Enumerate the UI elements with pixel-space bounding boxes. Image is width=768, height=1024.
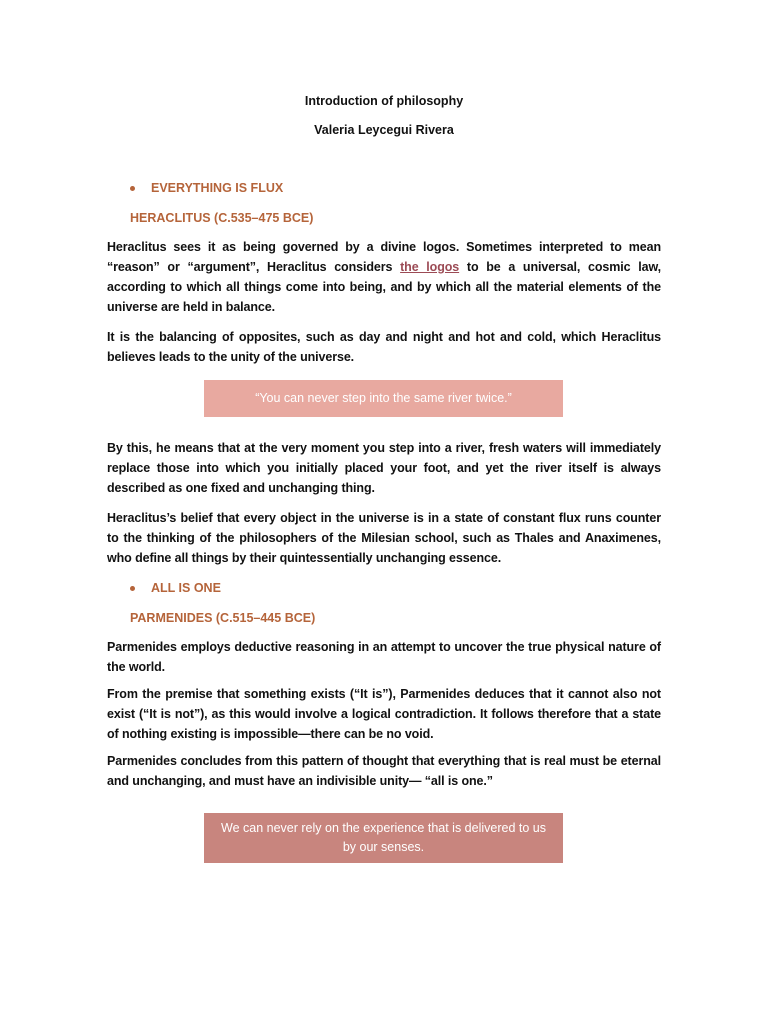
- paragraph-constant-flux: Heraclitus’s belief that every object in the universe is in a state of constant flux runs counter to the thinking of the philosophers of the Milesian school, such as Thales and Anaximenes, who define all things by their quintessentially unchanging essence.: [107, 511, 661, 565]
- section-heading-heraclitus: HERACLITUS (C.535–475 BCE): [130, 211, 314, 225]
- quote-text: We can never rely on the experience that is delivered to us by our senses.: [221, 821, 546, 854]
- section-heading-parmenides: PARMENIDES (C.515–445 BCE): [130, 611, 316, 625]
- paragraph-text: Heraclitus sees it as being governed by a divine logos. Sometimes interpreted to mean “reason” or “argument”, Heraclitus considers: [107, 240, 661, 274]
- quote-box-river: [204, 380, 563, 417]
- paragraph-deductive-reasoning: Parmenides employs deductive reasoning in an attempt to uncover the true physical nature of the world.: [107, 640, 661, 674]
- paragraph-all-is-one: Parmenides concludes from this pattern of thought that everything that is real must be eternal and unchanging, and must have an indivisible unity— “all is one.”: [107, 754, 661, 788]
- bullet-label: ALL IS ONE: [151, 581, 221, 595]
- paragraph-balancing-opposites: It is the balancing of opposites, such as day and night and hot and cold, which Heraclitus believes leads to the unity of the universe.: [107, 330, 661, 364]
- bullet-everything-is-flux: [130, 180, 283, 196]
- bullet-all-is-one: [130, 580, 221, 596]
- quote-box-senses: [204, 813, 563, 863]
- document-author: Valeria Leycegui Rivera: [314, 123, 454, 137]
- quote-text: “You can never step into the same river twice.”: [255, 391, 512, 405]
- paragraph-premise: From the premise that something exists (“It is”), Parmenides deduces that it cannot also not exist (“It is not”), as this would involve a logical contradiction. It follows therefore that a state of nothing existing is impossible—there can be no void.: [107, 687, 661, 741]
- bullet-dot-icon: [130, 186, 135, 191]
- the-logos-link[interactable]: the logos: [400, 260, 460, 274]
- paragraph-text: to be a universal, cosmic law, according to which all things come into being, and by which all the material elements of the universe are held in balance.: [107, 260, 662, 314]
- paragraph-river-explanation: By this, he means that at the very moment you step into a river, fresh waters will immediately replace those into which you initially placed your foot, and yet the river itself is always described as one fixed and unchanging thing.: [107, 441, 661, 495]
- bullet-label: EVERYTHING IS FLUX: [151, 181, 284, 195]
- bullet-dot-icon: [130, 586, 135, 591]
- paragraph-heraclitus-logos: [107, 237, 661, 317]
- document-title: Introduction of philosophy: [304, 94, 464, 108]
